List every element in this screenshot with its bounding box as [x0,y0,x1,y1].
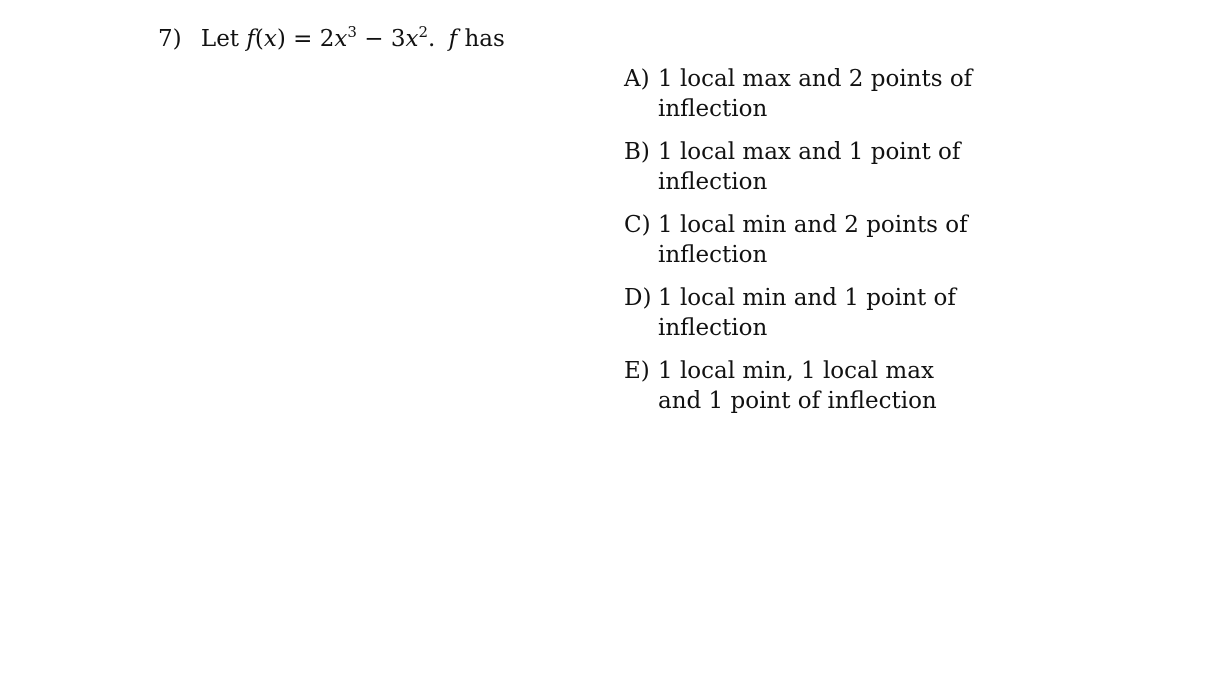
choice-letter: B) [624,139,650,165]
answer-choices [624,64,1058,429]
choice-b[interactable] [624,137,1058,197]
choice-c[interactable] [624,210,1058,270]
choice-d[interactable] [624,283,1058,343]
choice-text: 1 local min, 1 local max and 1 point of inflection [658,358,937,414]
coefficient-1: 2 [319,26,335,52]
tail-function-name: f [448,26,458,52]
question-line [158,22,505,56]
minus-sign: − [364,26,384,52]
function-definition: $f(x) = 2x^3 - 3x^2$. [246,23,443,52]
choice-text: 1 local min and 1 point of inflection [658,285,956,341]
coefficient-2: 3 [390,26,406,52]
choice-letter: D) [624,285,652,311]
choice-letter: C) [624,212,651,238]
tail-word: has [464,26,505,52]
choice-text: 1 local max and 1 point of inflection [658,139,961,195]
choice-text: 1 local min and 2 points of inflection [658,212,968,268]
equals-sign: = [293,26,313,52]
choice-letter: E) [624,358,650,384]
question-number: 7) [158,26,182,52]
choice-a[interactable] [624,64,1058,124]
term-2-variable: x [405,26,419,52]
choice-letter: A) [624,66,650,92]
exponent-1: 3 [347,23,357,41]
choice-text: 1 local max and 2 points of inflection [658,66,973,122]
function-variable: x [263,26,277,52]
choice-e[interactable] [624,356,1058,416]
term-1-variable: x [334,26,348,52]
function-name: f [246,26,255,52]
exponent-2: 2 [418,23,428,41]
question-lead: Let [200,26,240,52]
